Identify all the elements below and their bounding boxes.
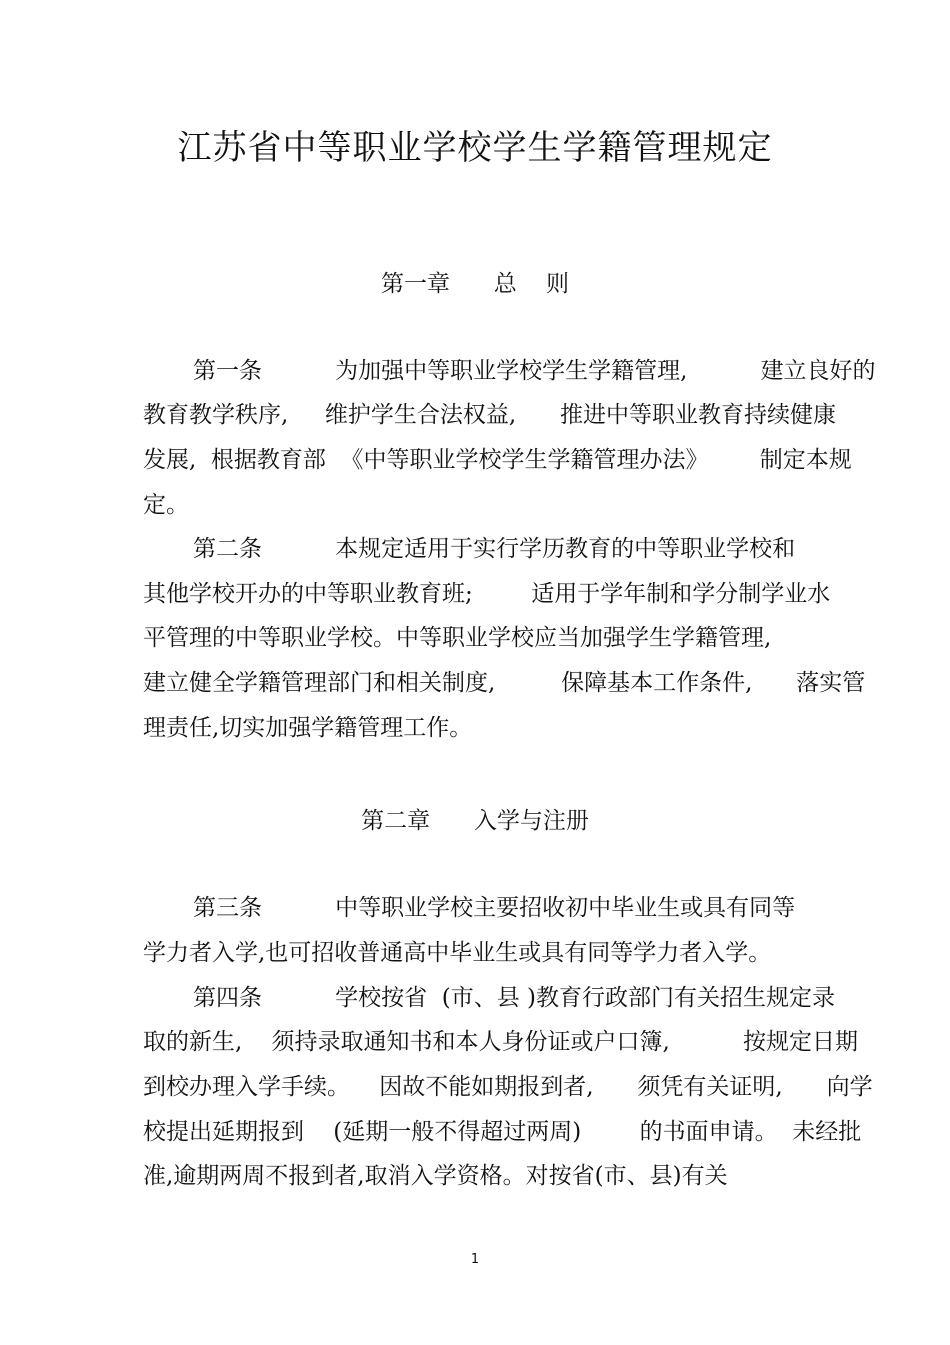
text-line: 取的新生, 须持录取通知书和本人身份证或户口簿, 按规定日期 [143, 1029, 858, 1055]
text-line: 理责任,切实加强学籍管理工作。 [143, 715, 473, 741]
text-line: 第二条 本规定适用于实行学历教育的中等职业学校和 [193, 536, 796, 562]
text-line: 第四条 学校按省 (市、县 )教育行政部门有关招生规定录 [193, 985, 835, 1011]
text-line: 校提出延期报到 (延期一般不得超过两周) 的书面申请。 未经批 [143, 1119, 862, 1145]
page-number: 1 [470, 1252, 480, 1267]
text-line: 发展, 根据教育部 《中等职业学校学生学籍管理办法》 制定本规 [143, 447, 852, 473]
text-line: 建立健全学籍管理部门和相关制度, 保障基本工作条件, 落实管 [143, 670, 866, 696]
text-line: 到校办理入学手续。 因故不能如期报到者, 须凭有关证明, 向学 [143, 1074, 873, 1100]
text-line: 准,逾期两周不报到者,取消入学资格。对按省(市、县)有关 [143, 1163, 728, 1189]
chapter-heading-2: 第二章 入学与注册 [361, 808, 589, 834]
text-line: 学力者入学,也可招收普通高中毕业生或具有同等学力者入学。 [143, 940, 772, 966]
text-line: 平管理的中等职业学校。中等职业学校应当加强学生学籍管理, [143, 625, 772, 651]
text-line: 定。 [143, 492, 189, 518]
text-line: 教育教学秩序, 维护学生合法权益, 推进中等职业教育持续健康 [143, 402, 837, 428]
chapter-heading-1: 第一章 总 则 [380, 271, 570, 297]
text-line: 第三条 中等职业学校主要招收初中毕业生或具有同等 [193, 895, 796, 921]
document-title: 江苏省中等职业学校学生学籍管理规定 [177, 128, 773, 168]
text-line: 第一条 为加强中等职业学校学生学籍管理, 建立良好的 [193, 358, 876, 384]
text-line: 其他学校开办的中等职业教育班; 适用于学年制和学分制学业水 [143, 581, 831, 607]
